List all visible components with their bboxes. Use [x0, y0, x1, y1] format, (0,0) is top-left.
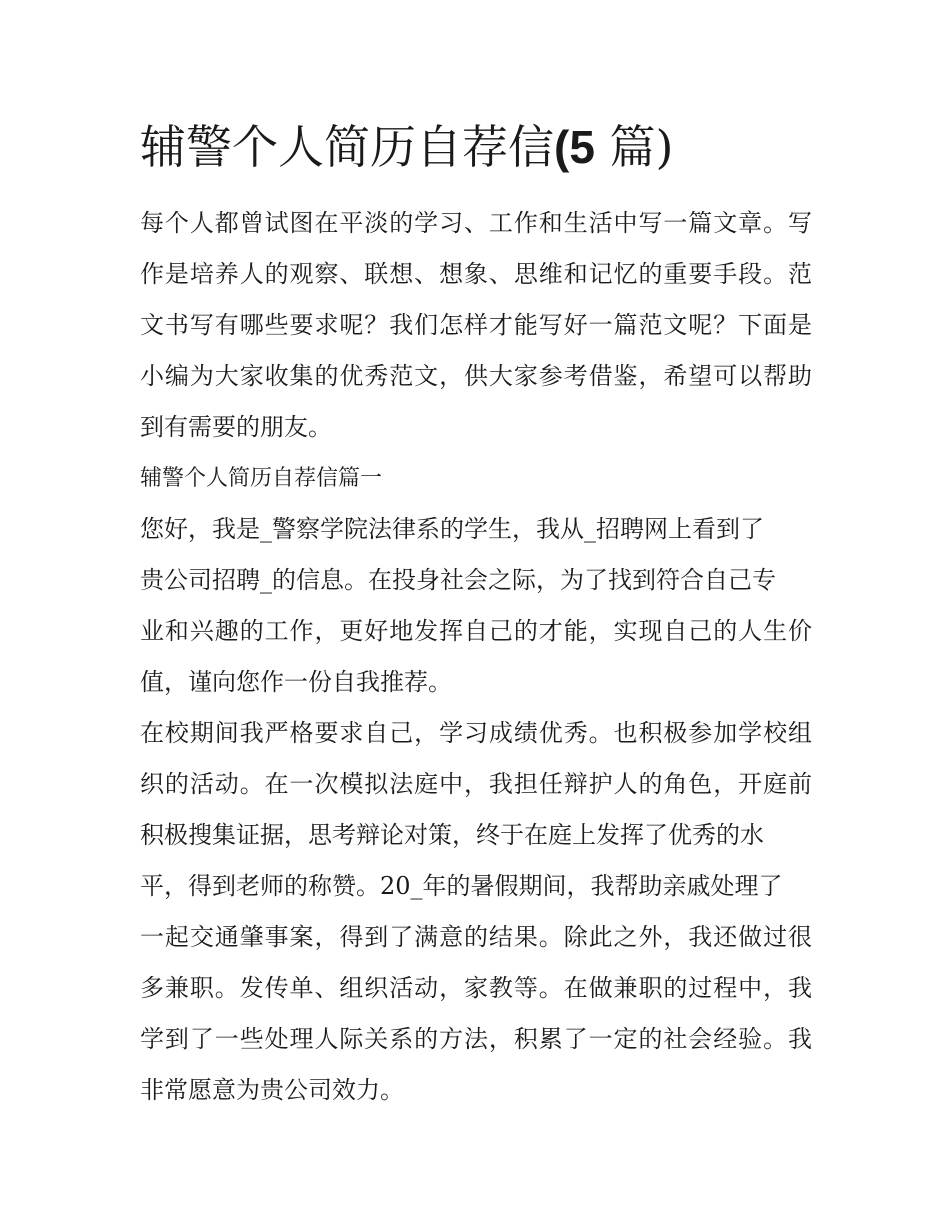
paragraph-line: 多兼职。发传单、组织活动，家教等。在做兼职的过程中，我 — [140, 974, 812, 1002]
section-heading: 辅警个人简历自荐信篇一 — [140, 466, 383, 491]
paragraph-line: 业和兴趣的工作，更好地发挥自己的才能，实现自己的人生价 — [140, 617, 812, 645]
title-suffix: 篇) — [594, 120, 674, 174]
intro-line: 作是培养人的观察、联想、想象、思维和记忆的重要手段。范 — [140, 260, 812, 288]
title-open-paren: ( — [554, 121, 570, 173]
document-body — [140, 198, 812, 1116]
paragraph-2 — [140, 708, 812, 1116]
paragraph-line: 学到了一些处理人际关系的方法，积累了一定的社会经验。我 — [140, 1025, 812, 1053]
document-title — [140, 118, 674, 176]
paragraph-line: 织的活动。在一次模拟法庭中，我担任辩护人的角色，开庭前 — [140, 770, 812, 798]
intro-line: 文书写有哪些要求呢？我们怎样才能写好一篇范文呢？下面是 — [140, 311, 812, 339]
paragraph-line: 一起交通肇事案，得到了满意的结果。除此之外，我还做过很 — [140, 923, 812, 951]
paragraph-line: 非常愿意为贵公司效力。 — [140, 1076, 404, 1104]
paragraph-line: 平，得到老师的称赞。20_年的暑假期间，我帮助亲戚处理了 — [140, 872, 783, 900]
intro-line: 小编为大家收集的优秀范文，供大家参考借鉴，希望可以帮助 — [140, 362, 812, 390]
paragraph-line: 值，谨向您作一份自我推荐。 — [140, 668, 452, 696]
title-number: 5 — [569, 121, 595, 173]
paragraph-line: 您好，我是_警察学院法律系的学生，我从_招聘网上看到了 — [140, 515, 764, 543]
paragraph-1 — [140, 504, 812, 708]
paragraph-line: 积极搜集证据，思考辩论对策，终于在庭上发挥了优秀的水 — [140, 821, 764, 849]
paragraph-line: 在校期间我严格要求自己，学习成绩优秀。也积极参加学校组 — [140, 719, 812, 747]
title-text: 辅警个人简历自荐信 — [140, 120, 554, 174]
intro-line: 每个人都曾试图在平淡的学习、工作和生活中写一篇文章。写 — [140, 209, 812, 237]
intro-line: 到有需要的朋友。 — [140, 413, 332, 441]
paragraph-line: 贵公司招聘_的信息。在投身社会之际，为了找到符合自己专 — [140, 566, 776, 594]
intro-paragraph — [140, 198, 812, 453]
